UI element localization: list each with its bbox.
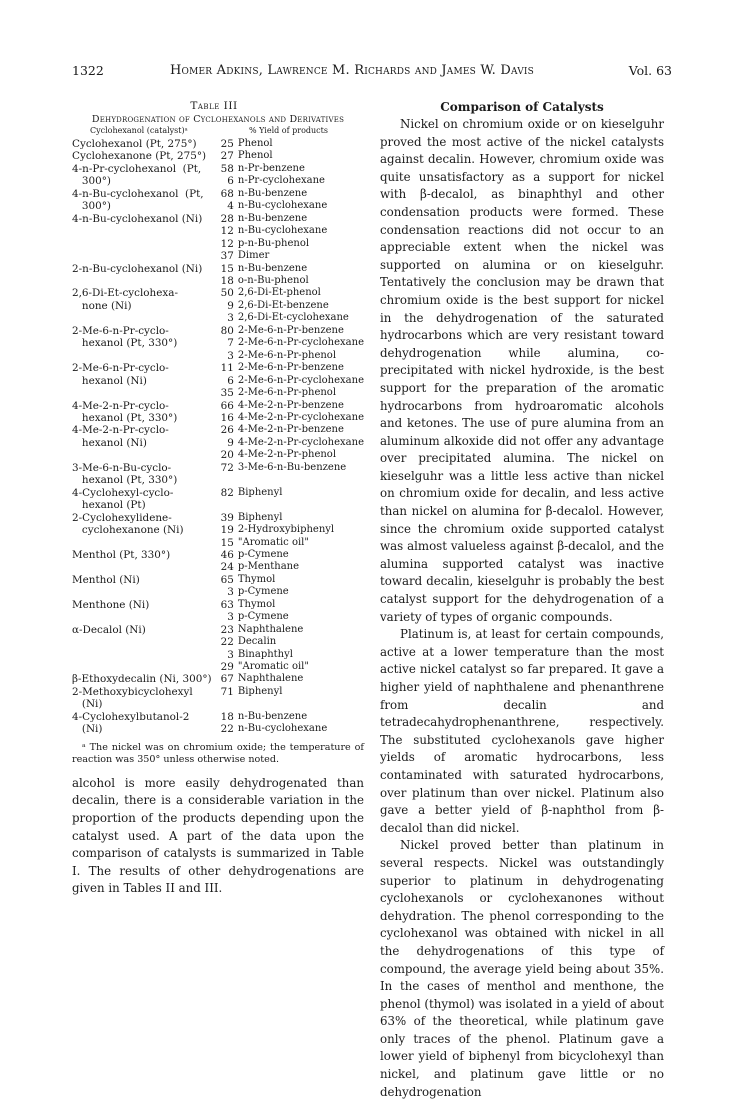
compound-cell [72, 561, 218, 573]
compound-cell: hexanol (Ni) [72, 374, 147, 387]
product-cell [238, 474, 364, 486]
yield-cell: 20 [220, 449, 234, 462]
product-cell: p-Cymene [237, 611, 289, 623]
author-names: Homer Adkins, Lawrence M. Richards and James W. Davis [170, 63, 535, 78]
left-column [72, 100, 364, 898]
table-row [72, 424, 364, 436]
yield-cell: 26 [220, 424, 234, 437]
compound-cell: Menthol (Pt, 330°) [72, 548, 171, 561]
product-cell: 2,6-Di-Et-benzene [237, 299, 329, 311]
product-cell: n-Bu-cyclohexane [237, 200, 328, 212]
compound-cell: (Ni) [72, 698, 103, 711]
left-body-text: alcohol is more easily dehydrogenated than decalin, there is a considerable variation in the proportion of the products depending upon the catalyst used. A part of the data upon the comparison of catalysts is summarized in Table I. The results of other dehydrogenations are given in Tables II and III. [72, 775, 364, 896]
yield-cell: 63 [220, 598, 234, 611]
yield-cell: 80 [220, 324, 234, 337]
compound-cell: 4-Me-2-n-Pr-cyclo- [72, 424, 169, 437]
compound-cell [72, 238, 218, 250]
product-cell: Decalin [237, 636, 277, 648]
table-row [72, 636, 364, 648]
product-cell: Biphenyl [237, 486, 283, 498]
compound-cell [72, 611, 218, 623]
paragraph: Nickel on chromium oxide or on kieselguhr proved the most active of the nickel catalysts against decalin. However, chromium oxide was quite unsatisfactory as a support for nickel with β-decalol, as binaphthyl and other condensation products were formed. These condensation reactions did not occur to an appreciable extent when the nickel was supported on alumina or on kieselguhr. Tentatively the conclusion may be drawn that chromium oxide is the best support for nickel in the dehydrogenation of the saturated hydrocarbons which are very resistant toward dehydrogenation while alumina, co-precipitated with nickel hydroxide, is the best support for the preparation of the aromatic hydrocarbons from hydroaromatic alcohols and ketones. The use of pure alumina from an aluminum alkoxide did not offer any advantage over precipitated alumina. The nickel on kieselguhr was a little less active than nickel on chromium oxide for decalin, and less active than nickel on alumina for β-decalol. However, since the chromium oxide supported catalyst was almost valueless against β-decalol, and the alumina supported catalyst was inactive toward decalin, kieselguhr is probably the best catalyst support for the dehydrogenation of a variety of types of organic compounds. [380, 117, 664, 624]
yield-cell: 82 [220, 486, 234, 499]
table-row [72, 400, 364, 412]
compound-cell: (Ni) [72, 723, 103, 736]
product-cell: o-n-Bu-phenol [237, 274, 309, 286]
product-cell: 2,6-Di-Et-phenol [237, 287, 321, 299]
yield-cell: 46 [220, 548, 234, 561]
yield-cell: 19 [220, 524, 234, 537]
product-cell: Phenol [237, 138, 273, 149]
yield-cell: 25 [220, 138, 234, 150]
product-cell: 2-Me-6-n-Pr-phenol [237, 387, 337, 399]
table-row [72, 163, 364, 175]
yield-cell: 72 [220, 461, 234, 474]
compound-cell: 4-n-Bu-cyclohexanol (Ni) [72, 212, 203, 225]
compound-cell: 2-n-Bu-cyclohexanol (Ni) [72, 262, 203, 275]
table-row [72, 586, 364, 598]
table-row [72, 462, 364, 474]
yield-cell: 7 [227, 337, 234, 350]
yield-cell: 11 [220, 362, 234, 375]
yield-cell: 28 [220, 212, 234, 225]
yield-cell: 3 [227, 312, 234, 325]
compound-cell [72, 649, 218, 661]
product-cell: n-Pr-benzene [237, 162, 305, 174]
product-cell: Dimer [237, 250, 270, 262]
yield-cell: 22 [220, 723, 234, 736]
compound-cell: 2-Methoxybicyclohexyl [72, 685, 193, 698]
product-cell: 4-Me-2-n-Pr-cyclohexane [237, 411, 364, 423]
product-cell: 4-Me-2-n-Pr-benzene [237, 424, 344, 436]
compound-cell [72, 225, 218, 237]
compound-cell: 2-Me-6-n-Pr-cyclo- [72, 324, 169, 337]
yield-cell: 15 [220, 536, 234, 549]
yield-cell: 3 [227, 349, 234, 362]
table-caption: Dehydrogenation of Cyclohexanols and Derivatives [91, 114, 345, 125]
table-row [72, 437, 364, 449]
compound-cell: hexanol (Pt) [72, 499, 146, 512]
product-cell [238, 499, 364, 511]
table-row [72, 275, 364, 287]
product-cell: Thymol [237, 598, 276, 610]
yield-cell: 12 [220, 225, 234, 238]
yield-cell: 58 [220, 162, 234, 175]
table-row [72, 287, 364, 299]
product-cell: 3-Me-6-n-Bu-benzene [237, 461, 347, 473]
yield-cell: 50 [220, 287, 234, 300]
compound-cell: 4-Me-2-n-Pr-cyclo- [72, 399, 169, 412]
paragraph: Nickel proved better than platinum in several respects. Nickel was outstandingly superior to platinum in dehydrogenating cyclohexanols or cyclohexanones without dehydration. The phenol corresponding to the cyclohexanol was obtained with nickel in all the dehydrogenations of this type of compound, the average yield being about 35%. In the cases of menthol and menthone, the phenol (thymol) was isolated in a yield of about 63% of the theoretical, while platinum gave only traces of the phenol. Platinum gave a lower yield of biphenyl from bicyclohexyl than nickel, and platinum gave little or no dehydrogenation [380, 838, 664, 1099]
product-cell: 2-Me-6-n-Pr-cyclohexane [237, 337, 364, 349]
yield-cell: 3 [227, 648, 234, 661]
yield-cell: 23 [220, 623, 234, 636]
compound-cell [72, 449, 218, 461]
table-row [72, 512, 364, 524]
table-row [72, 649, 364, 661]
table-row [72, 300, 364, 312]
compound-cell: hexanol (Pt, 330°) [72, 474, 178, 487]
table-row [72, 599, 364, 611]
table-row [72, 225, 364, 237]
product-cell: n-Bu-benzene [237, 262, 308, 274]
compound-cell: 4-Cyclohexylbutanol-2 [72, 710, 190, 723]
yield-cell [218, 698, 238, 710]
product-cell: 2-Hydroxybiphenyl [237, 524, 335, 536]
table-row [72, 524, 364, 536]
yield-cell: 18 [220, 274, 234, 287]
table-row [72, 238, 364, 250]
compound-cell [72, 661, 218, 673]
product-cell: Thymol [237, 573, 276, 585]
product-cell: Naphthalene [237, 673, 304, 685]
product-cell: 2-Me-6-n-Pr-benzene [237, 324, 344, 336]
compound-cell: 300°) [72, 200, 111, 213]
table-row [72, 561, 364, 573]
right-column [380, 100, 664, 1101]
product-cell: 4-Me-2-n-Pr-phenol [237, 449, 337, 461]
compound-cell [72, 275, 218, 287]
table-row [72, 723, 364, 735]
yield-cell: 29 [220, 661, 234, 674]
table-row [72, 138, 364, 150]
yield-cell: 3 [227, 586, 234, 599]
compound-cell [72, 312, 218, 324]
compound-cell [72, 586, 218, 598]
product-cell: p-Cymene [237, 586, 289, 598]
table-body [72, 138, 364, 736]
yield-cell: 18 [220, 710, 234, 723]
compound-cell [72, 350, 218, 362]
yield-cell: 22 [220, 636, 234, 649]
product-cell: "Aromatic oil" [237, 661, 309, 673]
table-row [72, 686, 364, 698]
product-cell: n-Pr-cyclohexane [237, 175, 325, 187]
compound-cell: 4-Cyclohexyl-cyclo- [72, 486, 174, 499]
compound-cell: 300°) [72, 175, 111, 188]
product-cell: n-Bu-benzene [237, 212, 308, 224]
yield-cell: 37 [220, 250, 234, 263]
compound-cell [72, 636, 218, 648]
compound-cell: α-Decalol (Ni) [72, 623, 146, 636]
product-cell: n-Bu-cyclohexane [237, 723, 328, 735]
compound-cell [72, 537, 218, 549]
compound-cell: Cyclohexanol (Pt, 275°) [72, 138, 197, 150]
product-cell: 4-Me-2-n-Pr-benzene [237, 399, 344, 411]
table-row [72, 337, 364, 349]
yield-cell: 66 [220, 399, 234, 412]
table-row [72, 150, 364, 162]
product-cell: Biphenyl [237, 511, 283, 523]
compound-cell: β-Ethoxydecalin (Ni, 300°) [72, 673, 212, 686]
product-cell: n-Bu-benzene [237, 187, 308, 199]
compound-cell: hexanol (Pt, 330°) [72, 411, 178, 424]
compound-cell: 2-Cyclohexylidene- [72, 511, 172, 524]
table-row [72, 611, 364, 623]
yield-cell: 15 [220, 262, 234, 275]
product-cell: 2,6-Di-Et-cyclohexane [237, 312, 349, 324]
compound-cell: hexanol (Pt, 330°) [72, 337, 178, 350]
data-table [72, 138, 364, 736]
compound-cell: cyclohexanone (Ni) [72, 524, 184, 537]
table-row [72, 537, 364, 549]
yield-cell: 12 [220, 237, 234, 250]
yield-cell [218, 474, 238, 486]
table-row [72, 449, 364, 461]
table-row [72, 375, 364, 387]
table-row [72, 661, 364, 673]
compound-cell: 2,6-Di-Et-cyclohexa- [72, 287, 178, 300]
table-row [72, 188, 364, 200]
yield-cell: 27 [220, 150, 234, 163]
yield-cell: 9 [227, 436, 234, 449]
table-row [72, 175, 364, 187]
yield-cell: 65 [220, 573, 234, 586]
table-row [72, 499, 364, 511]
compound-cell [72, 387, 218, 399]
compound-cell: 4-n-Bu-cyclohexanol (Pt, [72, 187, 204, 200]
yield-cell: 67 [220, 673, 234, 686]
compound-cell: 4-n-Pr-cyclohexanol (Pt, [72, 162, 202, 175]
yield-cell: 6 [227, 175, 234, 188]
compound-cell: 2-Me-6-n-Pr-cyclo- [72, 362, 169, 375]
product-cell: n-Bu-benzene [237, 710, 308, 722]
product-cell: 4-Me-2-n-Pr-cyclohexane [237, 436, 364, 448]
product-cell: Naphthalene [237, 623, 304, 635]
table-row [72, 312, 364, 324]
product-cell: p-Cymene [237, 548, 289, 560]
compound-cell: Menthol (Ni) [72, 573, 140, 586]
column-header-yield: % Yield of products [249, 126, 328, 135]
product-cell [238, 698, 364, 710]
table-row [72, 200, 364, 212]
table-row [72, 711, 364, 723]
page-number: 1322 [72, 63, 104, 78]
table-row [72, 624, 364, 636]
product-cell: Phenol [237, 150, 273, 162]
compound-cell: hexanol (Ni) [72, 436, 147, 449]
table-row [72, 263, 364, 275]
yield-cell [218, 499, 238, 511]
yield-cell: 3 [227, 611, 234, 624]
yield-cell: 35 [220, 387, 234, 400]
product-cell: Biphenyl [237, 685, 283, 697]
yield-cell: 4 [227, 200, 234, 213]
table-row [72, 549, 364, 561]
table-row [72, 574, 364, 586]
table-footnote: ᵃ The nickel was on chromium oxide; the temperature of reaction was 350° unless otherwise noted. [72, 741, 364, 766]
product-cell: p-n-Bu-phenol [237, 237, 310, 249]
compound-cell [72, 250, 218, 262]
table-row [72, 698, 364, 710]
yield-cell: 39 [220, 511, 234, 524]
volume-label: Vol. 63 [628, 63, 672, 78]
column-header-compound: Cyclohexanol (catalyst)ᵃ [90, 126, 188, 135]
table-row [72, 213, 364, 225]
table-row [72, 474, 364, 486]
product-cell: 2-Me-6-n-Pr-benzene [237, 362, 344, 374]
yield-cell: 71 [220, 685, 234, 698]
yield-cell: 6 [227, 374, 234, 387]
table-title: Table III [190, 100, 238, 112]
compound-cell: Menthone (Ni) [72, 598, 150, 611]
product-cell: n-Bu-cyclohexane [237, 225, 328, 237]
product-cell: Binaphthyl [237, 648, 293, 660]
product-cell: "Aromatic oil" [237, 536, 309, 548]
table-row [72, 387, 364, 399]
product-cell: p-Menthane [237, 561, 300, 573]
product-cell: 2-Me-6-n-Pr-cyclohexane [237, 374, 364, 386]
table-header [72, 126, 364, 138]
table-row [72, 325, 364, 337]
product-cell: 2-Me-6-n-Pr-phenol [237, 349, 337, 361]
section-heading: Comparison of Catalysts [440, 100, 604, 114]
table-row [72, 350, 364, 362]
paragraph: Platinum is, at least for certain compounds, active at a lower temperature than the most active nickel catalyst so far prepared. It gave a higher yield of naphthalene and phenanthrene from decalin and tetradecahydrophenanthrene, respectively. The substituted cyclohexanols gave higher yields of aromatic hydrocarbons, less contaminated with saturated hydrocarbons, over platinum than over nickel. Platinum also gave a better yield of β-naphthol from β-decalol than did nickel. [380, 627, 664, 835]
yield-cell: 24 [220, 561, 234, 574]
table-row [72, 487, 364, 499]
yield-cell: 68 [220, 187, 234, 200]
table-row [72, 412, 364, 424]
table-row [72, 673, 364, 685]
compound-cell: none (Ni) [72, 299, 132, 312]
table-row [72, 250, 364, 262]
table-row [72, 362, 364, 374]
running-head [72, 63, 672, 81]
yield-cell: 9 [227, 299, 234, 312]
compound-cell: Cyclohexanone (Pt, 275°) [72, 150, 207, 163]
yield-cell: 16 [220, 411, 234, 424]
compound-cell: 3-Me-6-n-Bu-cyclo- [72, 461, 172, 474]
